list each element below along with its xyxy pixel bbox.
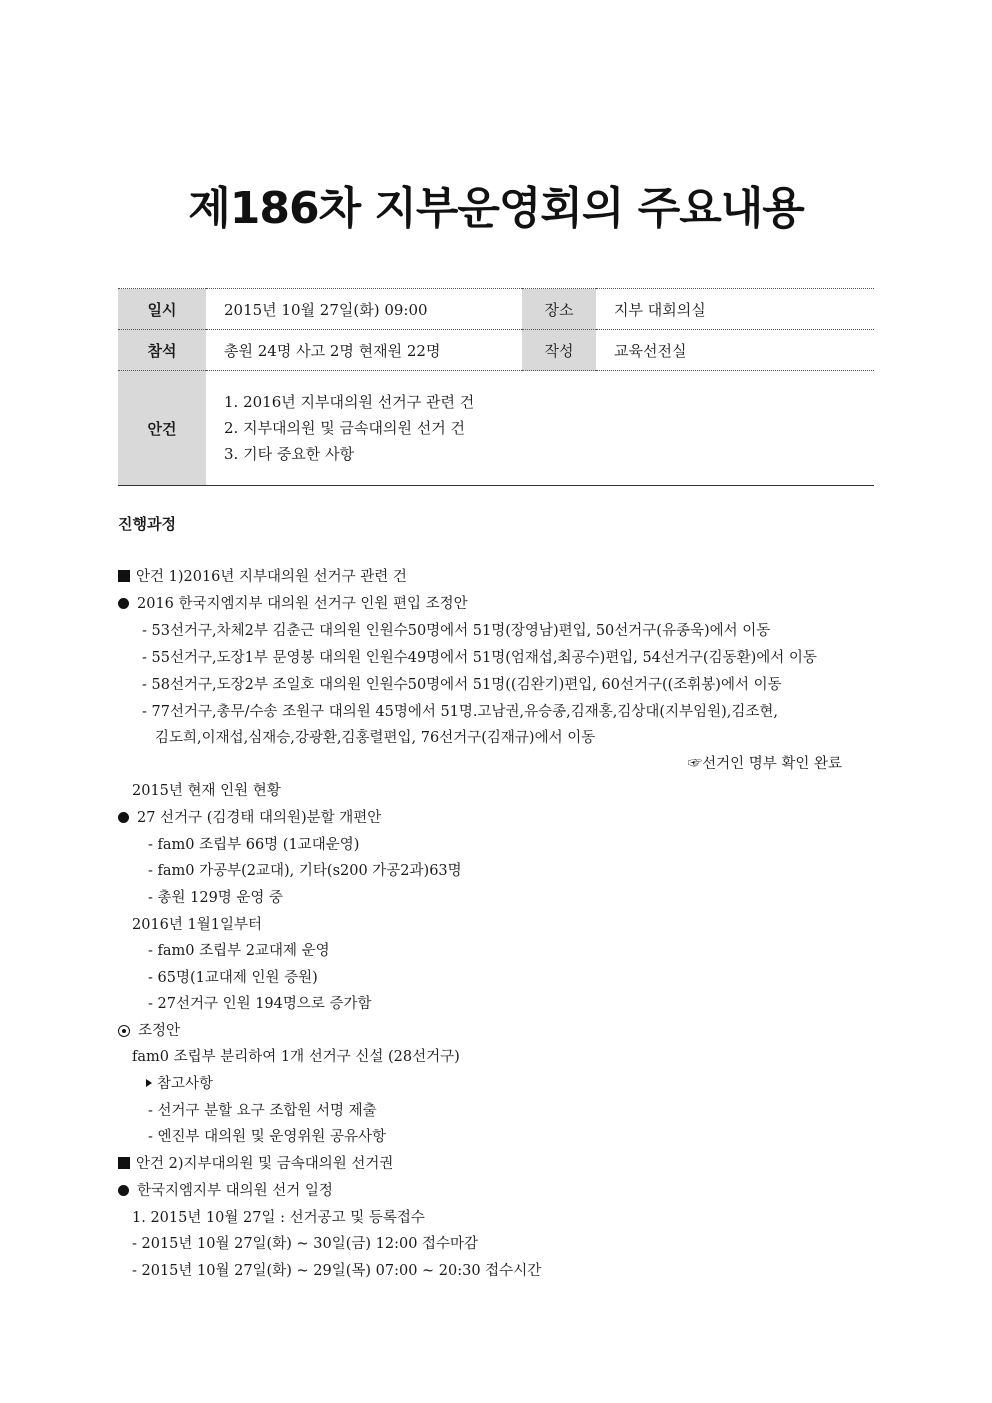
note-text: ☞선거인 명부 확인 완료 [687, 756, 842, 772]
list-item: - 2015년 10월 27일(화) ~ 30일(금) 12:00 접수마감 [132, 1236, 479, 1252]
writer-label: 작성 [522, 330, 596, 371]
writer-value: 교육선전실 [614, 341, 687, 360]
circle-dot-bullet-icon [118, 1025, 130, 1037]
agenda-item: 3. 기타 중요한 사항 [224, 445, 355, 463]
attendance-label: 참석 [118, 330, 206, 371]
list-item: - 65명(1교대제 인원 증원) [148, 970, 318, 986]
place-value: 지부 대회의실 [614, 300, 706, 319]
agenda-heading-1: 안건 1)2016년 지부대의원 선거구 관련 건 [118, 567, 407, 587]
list-item: - 27선거구 인원 194명으로 증가함 [148, 996, 372, 1012]
list-item: - 총원 129명 운영 중 [148, 890, 284, 906]
triangle-bullet-icon [146, 1079, 152, 1087]
list-item: 한국지엠지부 대의원 선거 일정 [118, 1181, 333, 1201]
page-title: 제186차 지부운영회의 주요내용 [188, 183, 804, 234]
list-item: 27 선거구 (김경태 대의원)분할 개편안 [118, 808, 381, 828]
list-item: - 53선거구,차체2부 김춘근 대의원 인원수50명에서 51명(장영남)편입, 50선거구(유종욱)에서 이동 [142, 623, 771, 639]
list-item: 2015년 현재 인원 현황 [132, 783, 281, 799]
list-item: - 77선거구,총무/수송 조원구 대의원 45명에서 51명.고남권,유승종,김재홍,김상대(지부임원),김조현, [142, 704, 779, 720]
list-item: fam0 조립부 분리하여 1개 선거구 신설 (28선거구) [132, 1049, 460, 1065]
list-item: - fam0 가공부(2교대), 기타(s200 가공2과)63명 [148, 863, 462, 879]
list-item: 1. 2015년 10월 27일 : 선거공고 및 등록접수 [132, 1210, 425, 1226]
dot-bullet-icon [118, 1185, 129, 1196]
meeting-info-table [118, 288, 874, 486]
date-value: 2015년 10월 27일(화) 09:00 [224, 300, 428, 319]
list-item: - 선거구 분할 요구 조합원 서명 제출 [148, 1103, 377, 1119]
place-label: 장소 [522, 289, 596, 330]
list-item: - fam0 조립부 66명 (1교대운영) [148, 837, 360, 853]
agenda-list [206, 371, 874, 486]
list-item: - 58선거구,도장2부 조일호 대의원 인원수50명에서 51명((김완기)편입, 60선거구((조휘봉)에서 이동 [142, 677, 782, 693]
list-item: 2016 한국지엠지부 대의원 선거구 인원 편입 조정안 [118, 594, 468, 614]
info-row-date [118, 289, 874, 330]
agenda-heading-2: 안건 2)지부대의원 및 금속대의원 선거권 [118, 1154, 393, 1174]
list-item: - fam0 조립부 2교대제 운영 [148, 943, 330, 959]
list-item: - 2015년 10월 27일(화) ~ 29일(목) 07:00 ~ 20:30 접수시간 [132, 1263, 542, 1279]
agenda-label: 안건 [118, 371, 206, 486]
attendance-value: 총원 24명 사고 2명 현재원 22명 [224, 341, 441, 360]
list-item: 김도희,이재섭,심재승,강광환,김홍렬편입, 76선거구(김재규)에서 이동 [155, 730, 596, 746]
square-bullet-icon [118, 1157, 130, 1169]
info-row-attendance [118, 330, 874, 371]
agenda-item: 1. 2016년 지부대의원 선거구 관련 건 [224, 393, 475, 411]
list-item: - 엔진부 대의원 및 운영위원 공유사항 [148, 1129, 387, 1145]
list-item: - 55선거구,도장1부 문영봉 대의원 인원수49명에서 51명(엄재섭,최공수)편입, 54선거구(김동환)에서 이동 [142, 650, 817, 666]
dot-bullet-icon [118, 598, 129, 609]
info-row-agenda [118, 371, 874, 486]
square-bullet-icon [118, 570, 130, 582]
list-item: 참고사항 [146, 1074, 213, 1094]
list-item: 조정안 [118, 1021, 180, 1041]
dot-bullet-icon [118, 812, 129, 823]
agenda-item: 2. 지부대의원 및 금속대의원 선거 건 [224, 419, 466, 437]
section-title: 진행과정 [118, 515, 176, 533]
date-label: 일시 [118, 289, 206, 330]
list-item: 2016년 1월1일부터 [132, 917, 262, 933]
